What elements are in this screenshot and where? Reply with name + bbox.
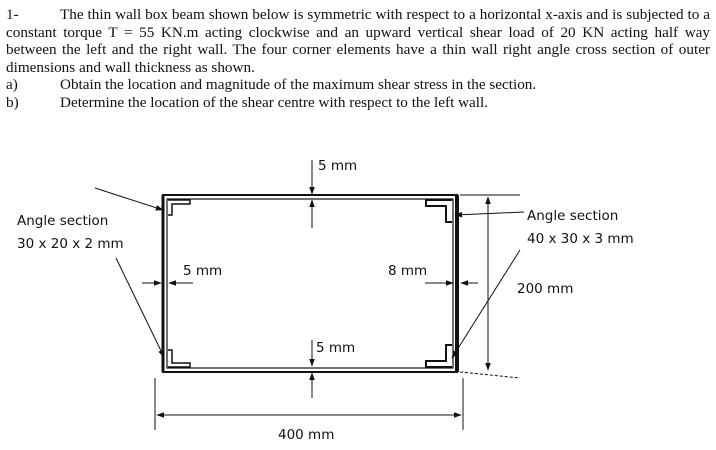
right-angle-title: Angle section <box>527 208 619 224</box>
left-angle-title: Angle section <box>17 213 109 229</box>
box-section <box>163 195 457 372</box>
top-thickness-label: 5 mm <box>318 158 358 174</box>
box-inner-outline <box>167 199 453 368</box>
left-angle-dims: 30 x 20 x 2 mm <box>17 236 124 252</box>
angle-bottom-left <box>168 350 190 367</box>
height-label: 200 mm <box>517 281 574 297</box>
bottom-thickness-dimension <box>312 340 355 398</box>
box-outer-outline <box>163 195 457 372</box>
angle-top-left <box>168 200 190 215</box>
left-angle-callout <box>17 188 164 357</box>
right-wall-thickness-dimension <box>388 263 478 283</box>
bottom-thickness-label: 5 mm <box>316 340 356 356</box>
angle-bottom-right <box>426 345 452 367</box>
problem-statement-text: The thin wall box beam shown below is symmetric with respect to a horizontal x-axis and is subjected to a constant torque T = 55 KN.m acting clockwise and an upward vertical shear load of 20 KN acting half way between the left and the right wall. The four corner elements have a thin wall right angle cross section of outer dimensions and wall thickness as shown. <box>6 6 710 76</box>
problem-number: 1- <box>6 6 19 23</box>
width-dimension <box>155 378 463 443</box>
question-b-text: Determine the location of the shear centre with respect to the left wall. <box>60 93 489 111</box>
right-wall-thickness-label: 8 mm <box>388 263 428 279</box>
question-a-text: Obtain the location and magnitude of the maximum shear stress in the section. <box>60 76 537 94</box>
left-wall-thickness-dimension <box>142 263 222 283</box>
right-angle-dims: 40 x 30 x 3 mm <box>527 231 634 247</box>
angle-top-right <box>426 200 452 222</box>
question-b-label: b) <box>6 93 19 111</box>
corner-angles <box>168 200 452 367</box>
width-label: 400 mm <box>278 427 335 443</box>
left-wall-thickness-label: 5 mm <box>183 263 223 279</box>
question-a-label: a) <box>6 76 18 94</box>
top-thickness-dimension <box>312 158 357 228</box>
